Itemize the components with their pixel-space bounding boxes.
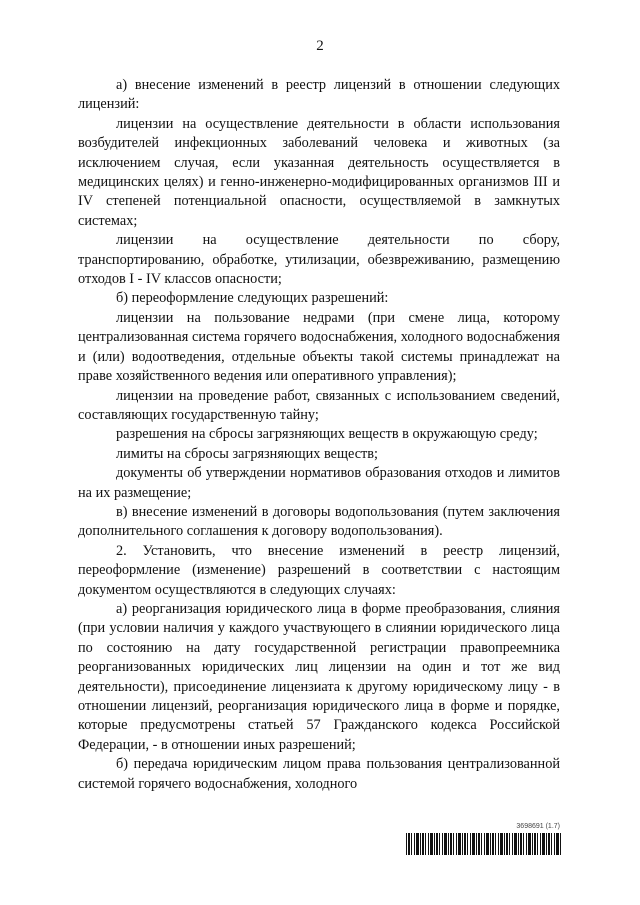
paragraph-12: а) реорганизация юридического лица в форме преобразования, слияния (при условии наличия у каждого участвующего в слиянии юридического лица по состоянию на дату государственной регистрации правопреемника реорганизованных юридических лиц лицензии на один и тот же вид деятельности), присоединение лицензиата к другому юридическому лицу - в отношении лицензий, реорганизация юридического лица в форме и порядке, которые предусмотрены статьей 57 Гражданского кодекса Российской Федерации, - в отношении иных разрешений; — [78, 600, 560, 753]
paragraph-6: лицензии на проведение работ, связанных с использованием сведений, составляющих государственную тайну; — [78, 387, 560, 423]
paragraph-4: б) переоформление следующих разрешений: — [116, 290, 389, 307]
paragraph-10: в) внесение изменений в договоры водопользования (путем заключения дополнительного соглашения к договору водопользования). — [78, 503, 560, 540]
paragraph-2: лицензии на осуществление деятельности в области использования возбудителей инфекционных заболеваний человека и животных (за исключением случая, если указанная деятельность осуществляется в медицинских целях) и генно-инженерно-модифицированных организмов III и IV степеней потенциальной опасности, осуществляемой в замкнутых системах; — [78, 115, 560, 229]
page-number: 2 — [316, 38, 324, 54]
paragraph-13: б) передача юридическим лицом права пользования централизованной системой горячего водоснабжения, холодного — [78, 756, 560, 792]
paragraph-5: лицензии на пользование недрами (при смене лица, которому централизованная система горячего водоснабжения, холодного водоснабжения и (или) водоотведения, отдельные объекты такой системы принадлежат на праве хозяйственного ведения или оперативного управления); — [78, 309, 560, 385]
paragraph-11: 2. Установить, что внесение изменений в реестр лицензий, переоформление (изменение) разрешений в соответствии с настоящим документом осуществляются в следующих случаях: — [78, 542, 560, 598]
paragraph-1: а) внесение изменений в реестр лицензий в отношении следующих лицензий: — [78, 77, 560, 113]
paragraph-7: разрешения на сбросы загрязняющих веществ в окружающую среду; — [116, 426, 538, 443]
document-code: 3698691 (1.7) — [516, 823, 560, 830]
paragraph-9: документы об утверждении нормативов образования отходов и лимитов на их размещение; — [78, 465, 560, 501]
barcode-icon — [406, 833, 562, 855]
paragraph-3: лицензии на осуществление деятельности по сбору, транспортированию, обработке, утилизации, обезвреживанию, размещению отходов I - IV классов опасности; — [78, 232, 560, 288]
paragraph-8: лимиты на сбросы загрязняющих веществ; — [116, 445, 379, 462]
document-body — [78, 76, 560, 794]
